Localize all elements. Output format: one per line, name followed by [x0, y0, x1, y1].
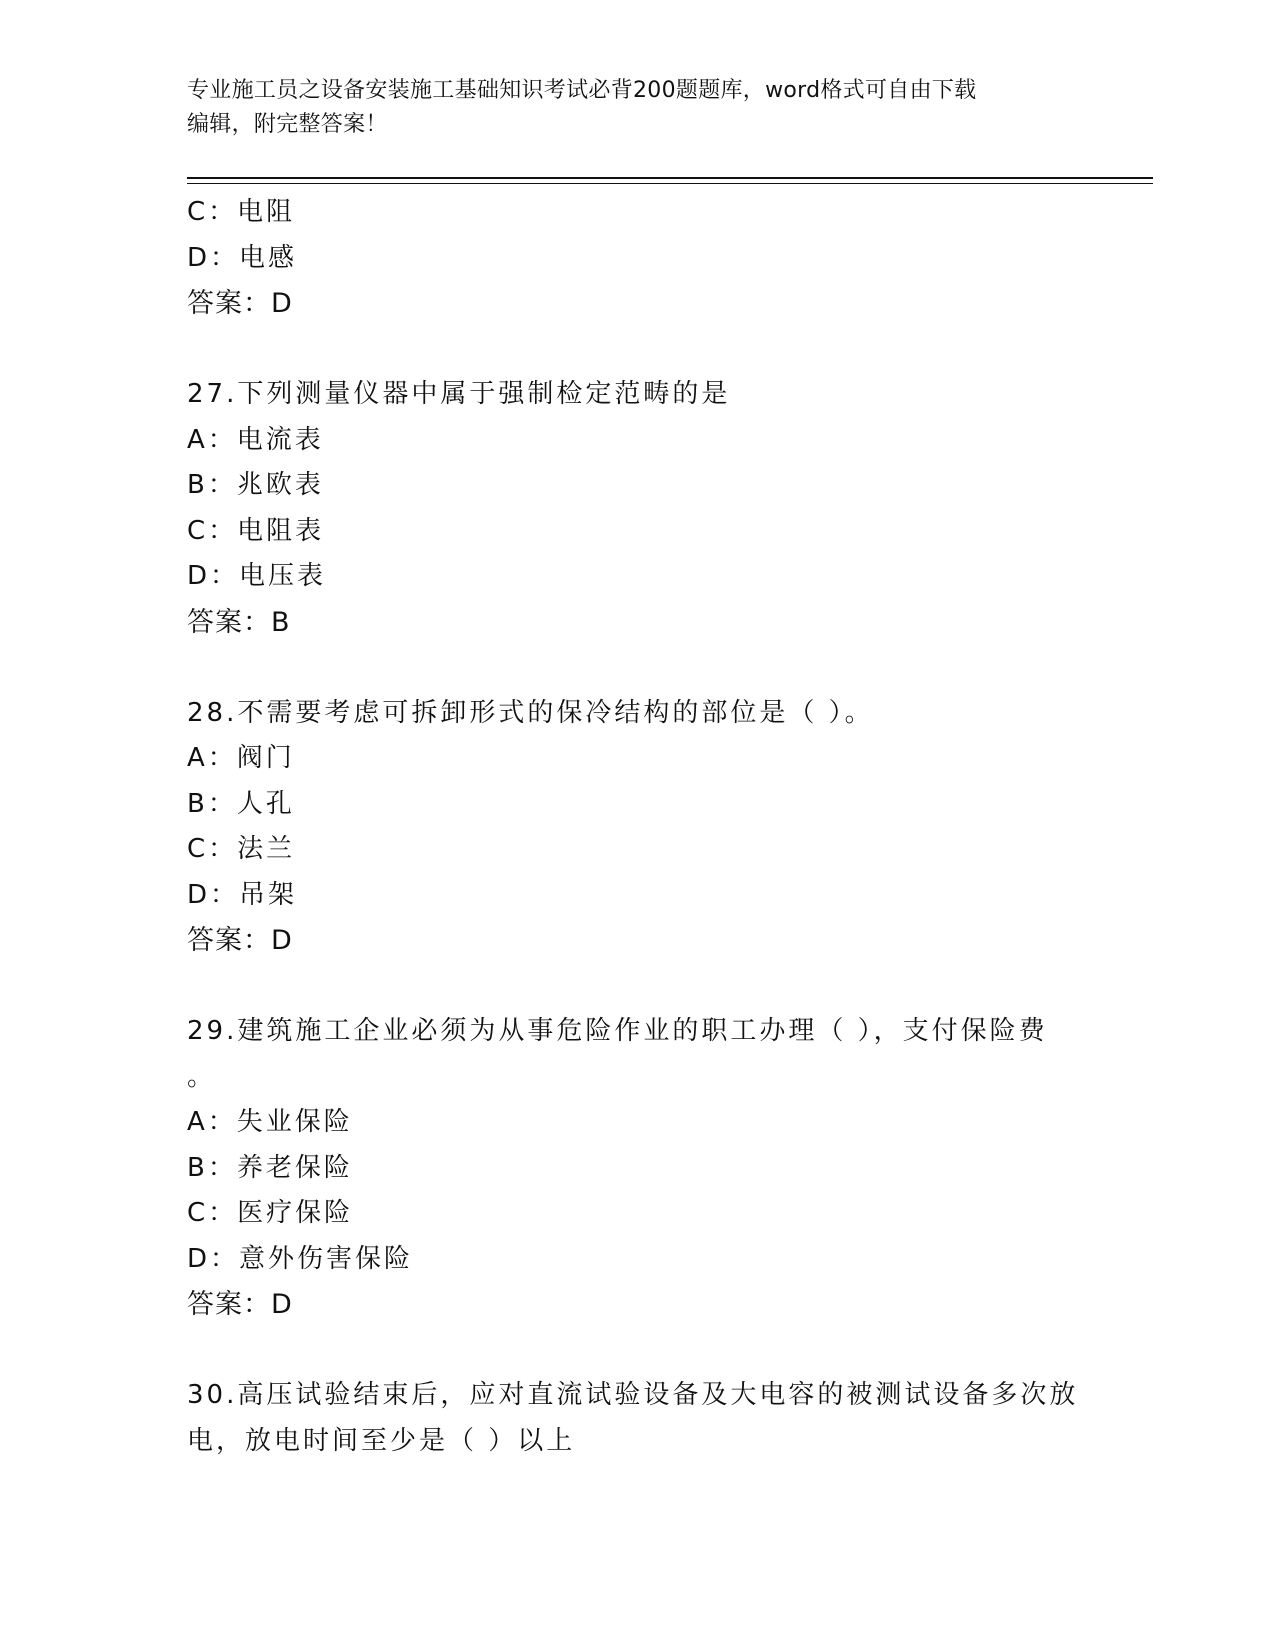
question-30: [187, 1373, 1107, 1464]
option-c: C：电阻: [187, 197, 296, 227]
option-c: C：医疗保险: [187, 1198, 354, 1228]
option-b: B：兆欧表: [187, 470, 324, 500]
option-d: D：吊架: [187, 879, 298, 910]
option-a: A：阀门: [187, 743, 295, 773]
header-divider-thick: [187, 177, 1153, 179]
option-a: A：失业保险: [187, 1107, 353, 1137]
option-d: D：电压表: [187, 561, 327, 591]
question-29: [187, 1009, 1107, 1328]
document-header: [187, 74, 1087, 142]
header-title-line-1: 专业施工员之设备安装施工基础知识考试必背200题题库，word格式可自由下载: [187, 78, 977, 103]
option-c: C：法兰: [187, 834, 296, 864]
spacer: [187, 645, 1107, 691]
question-stem: 27.下列测量仪器中属于强制检定范畴的是: [187, 379, 731, 409]
answer-line: 答案：D: [187, 288, 293, 319]
option-b: B：人孔: [187, 788, 295, 819]
question-stem-line-1: 30.高压试验结束后，应对直流试验设备及大电容的被测试设备多次放: [187, 1380, 1079, 1410]
spacer: [187, 327, 1107, 373]
option-d: D：意外伤害保险: [187, 1243, 414, 1274]
option-b: B：养老保险: [187, 1152, 353, 1183]
option-d: D：电感: [187, 242, 298, 273]
spacer: [187, 1328, 1107, 1374]
question-list: [187, 190, 1107, 1464]
question-stem-line-2: 。: [187, 1061, 217, 1092]
answer-line: 答案：D: [187, 1289, 293, 1320]
question-27: [187, 372, 1107, 645]
header-title-line-2: 编辑，附完整答案！: [187, 112, 388, 137]
question-stem-line-2: 电，放电时间至少是（ ）以上: [187, 1425, 576, 1456]
answer-line: 答案：B: [187, 606, 291, 638]
spacer: [187, 964, 1107, 1010]
question-stem: 28.不需要考虑可拆卸形式的保冷结构的部位是（ ）。: [187, 697, 874, 728]
option-a: A：电流表: [187, 424, 324, 455]
question-partial: [187, 190, 1107, 327]
question-stem-line-1: 29.建筑施工企业必须为从事危险作业的职工办理（ ），支付保险费: [187, 1016, 1048, 1046]
option-c: C：电阻表: [187, 515, 325, 546]
header-divider-thin: [187, 183, 1153, 184]
question-28: [187, 691, 1107, 964]
answer-line: 答案：D: [187, 925, 293, 956]
